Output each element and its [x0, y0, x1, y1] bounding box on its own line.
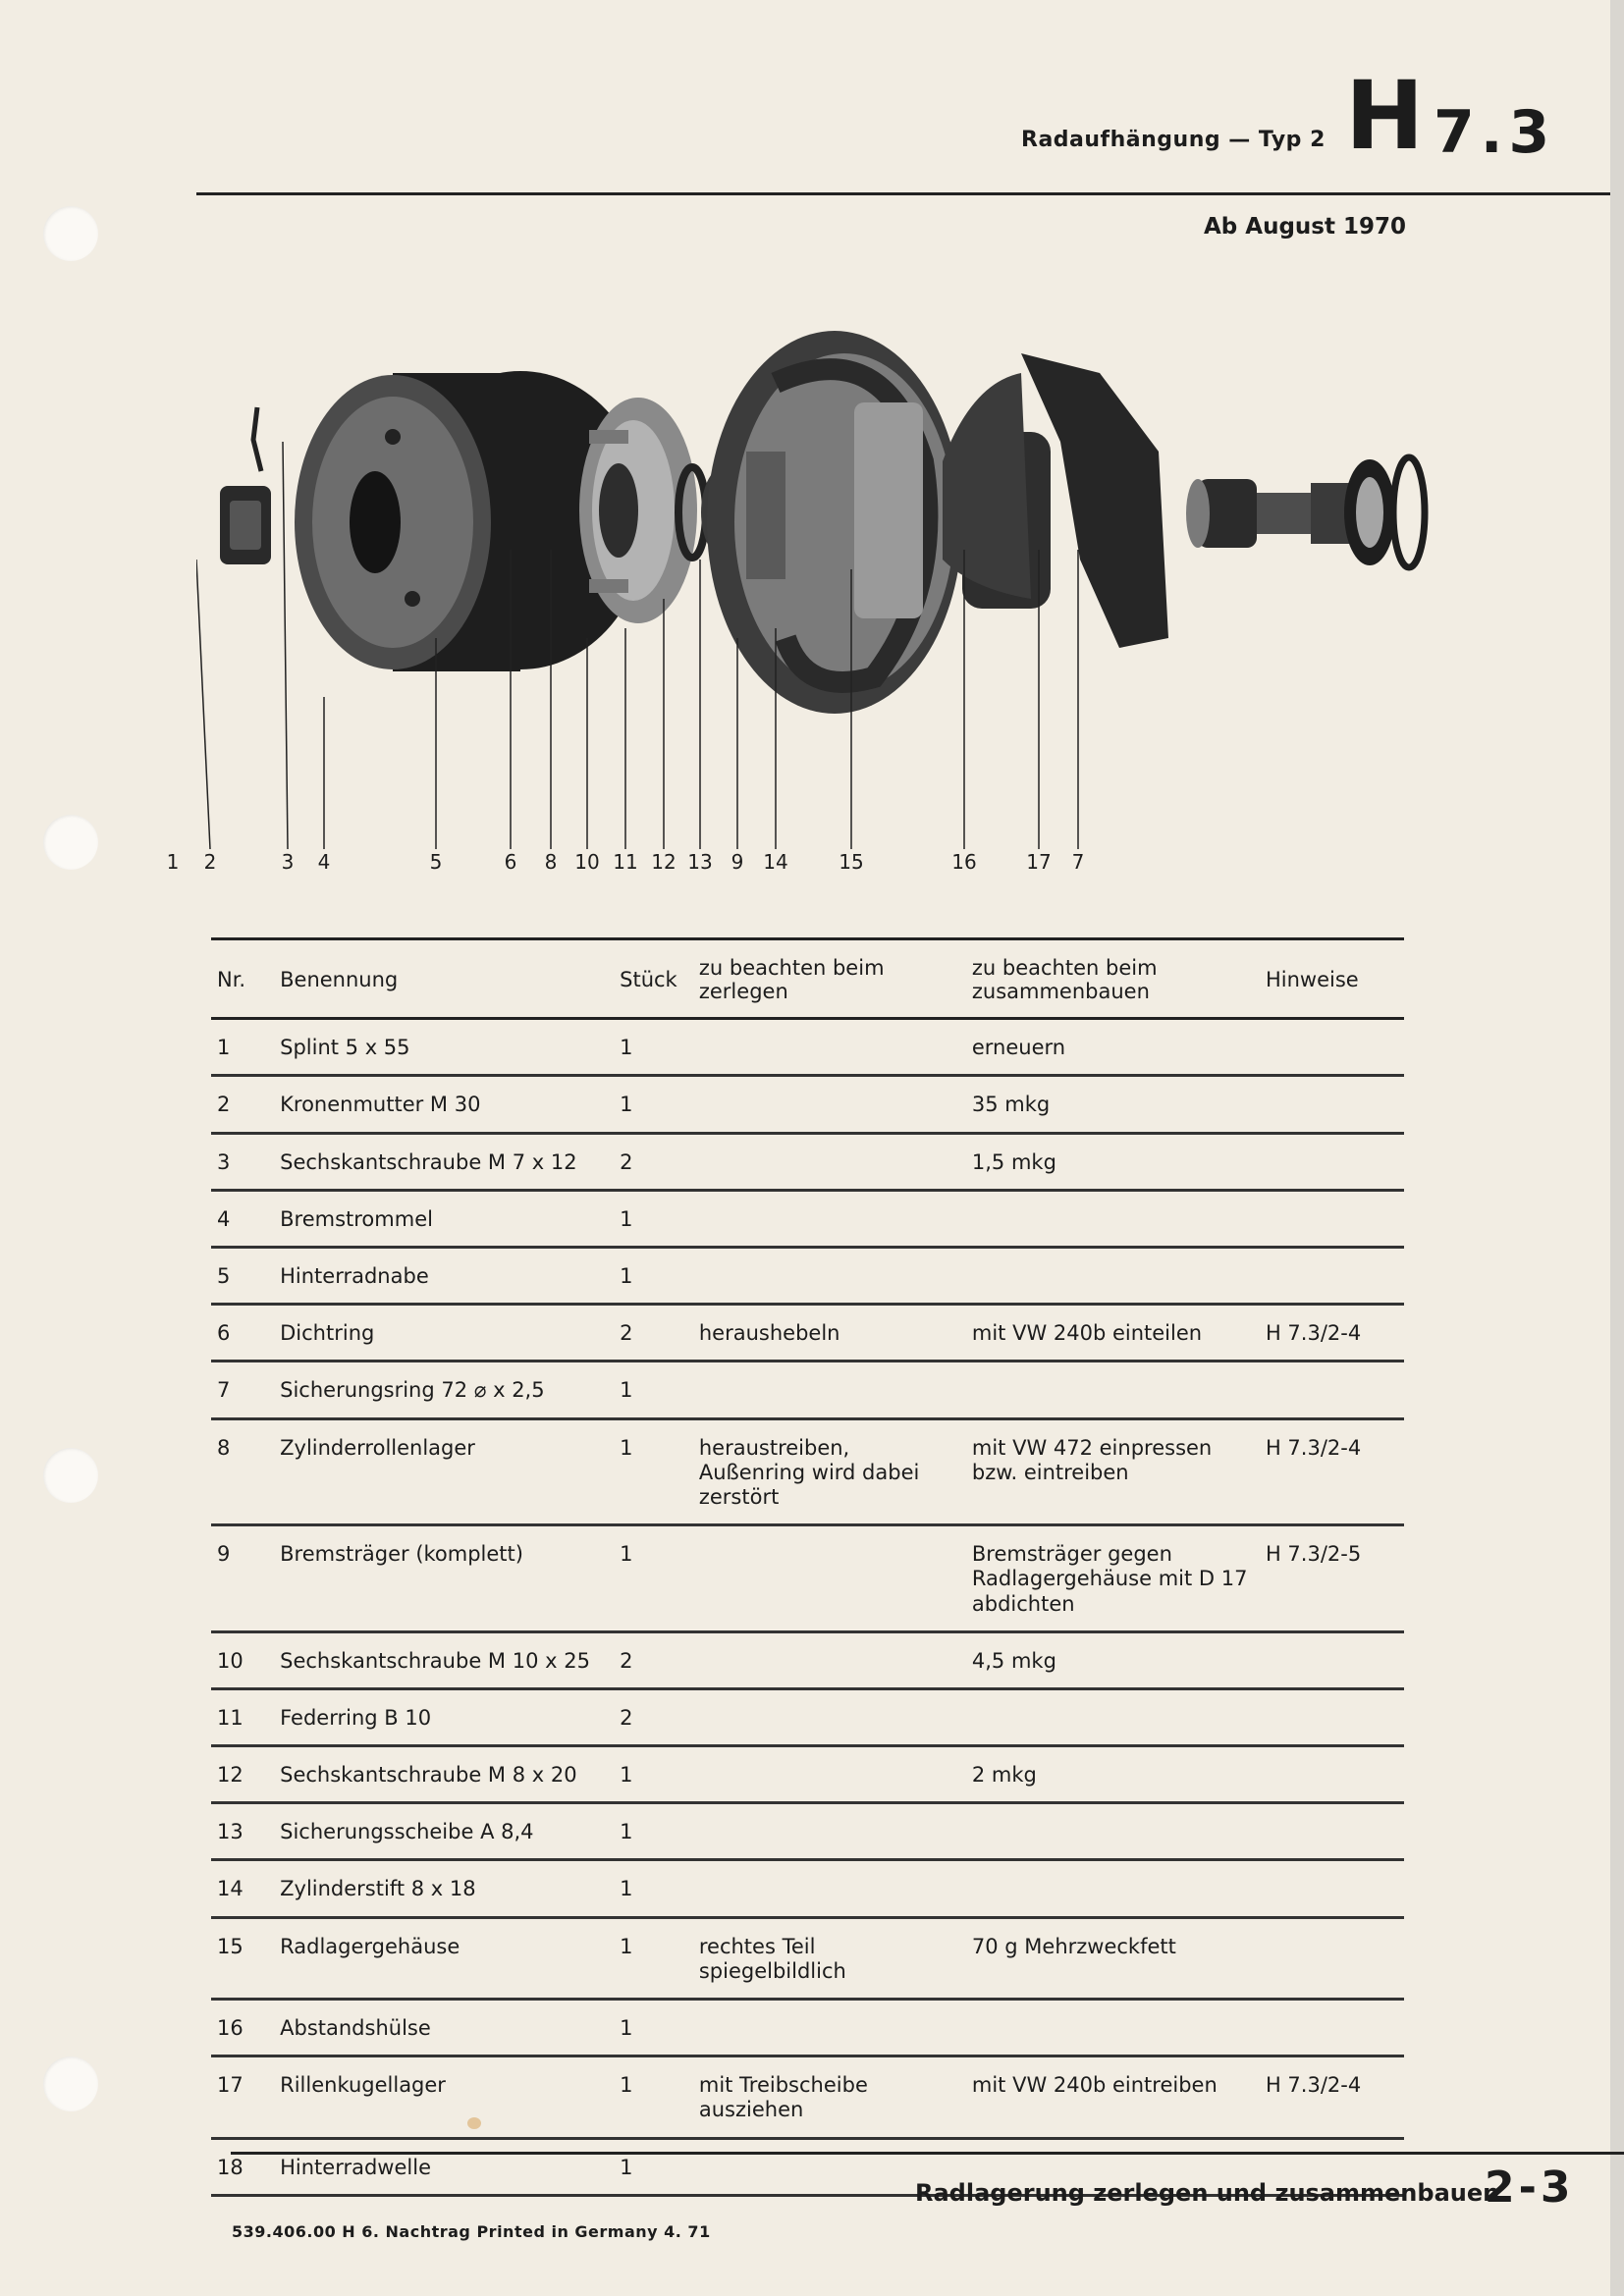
- cell-assembly: [966, 1803, 1260, 1860]
- cell-assembly: [966, 1860, 1260, 1917]
- exploded-view-illustration: [196, 265, 1624, 874]
- cell-qty: 1: [614, 1076, 693, 1133]
- castle-nut: [220, 486, 271, 564]
- cell-name: Bremsträger (komplett): [274, 1525, 614, 1632]
- cell-assembly: [966, 1248, 1260, 1305]
- callout-label: 7: [1071, 850, 1085, 874]
- cell-assembly: [966, 1688, 1260, 1745]
- cell-assembly: mit VW 472 einpressen bzw. eintreiben: [966, 1418, 1260, 1525]
- cell-nr: 4: [211, 1190, 274, 1247]
- punch-hole: [43, 206, 98, 261]
- cell-note: H 7.3/2-4: [1260, 2056, 1404, 2138]
- cell-note: [1260, 1248, 1404, 1305]
- table-row: [211, 1305, 1404, 1362]
- cell-qty: 2: [614, 1305, 693, 1362]
- table-row: [211, 1525, 1404, 1632]
- cell-qty: 1: [614, 2000, 693, 2056]
- cell-qty: 1: [614, 2056, 693, 2138]
- table-row: [211, 2056, 1404, 2138]
- cell-name: Sechskantschraube M 8 x 20: [274, 1746, 614, 1803]
- cell-nr: 16: [211, 2000, 274, 2056]
- footer-meta: 539.406.00 H 6. Nachtrag Printed in Germany 4. 71: [232, 2222, 711, 2241]
- cell-assembly: mit VW 240b einteilen: [966, 1305, 1260, 1362]
- cell-nr: 13: [211, 1803, 274, 1860]
- cell-qty: 1: [614, 1803, 693, 1860]
- table-row: [211, 1019, 1404, 1076]
- callout-label: 3: [281, 850, 295, 874]
- cell-assembly: 4,5 mkg: [966, 1631, 1260, 1688]
- table-row: [211, 1190, 1404, 1247]
- cell-note: [1260, 1631, 1404, 1688]
- cell-nr: 17: [211, 2056, 274, 2138]
- header-zusammenbauen: zu beachten beim zusammenbauen: [966, 939, 1260, 1019]
- cell-nr: 1: [211, 1019, 274, 1076]
- cell-disassembly: [693, 1803, 966, 1860]
- cell-nr: 7: [211, 1362, 274, 1418]
- cell-qty: 1: [614, 1190, 693, 1247]
- punch-hole: [43, 1448, 98, 1503]
- callout-label: 9: [731, 850, 744, 874]
- cell-disassembly: [693, 1688, 966, 1745]
- cell-name: Dichtring: [274, 1305, 614, 1362]
- cell-disassembly: [693, 1190, 966, 1247]
- cell-disassembly: [693, 2000, 966, 2056]
- punch-hole: [43, 815, 98, 870]
- callout-label: 12: [651, 850, 677, 874]
- rear-axle-shaft: [1257, 483, 1350, 544]
- cell-nr: 9: [211, 1525, 274, 1632]
- callout-label: 8: [544, 850, 558, 874]
- cell-disassembly: heraustreiben, Außenring wird dabei zerstört: [693, 1418, 966, 1525]
- cell-note: [1260, 1917, 1404, 1999]
- cell-name: Zylinderrollenlager: [274, 1418, 614, 1525]
- cell-qty: 1: [614, 2138, 693, 2195]
- cell-name: Hinterradwelle: [274, 2138, 614, 2195]
- cell-nr: 8: [211, 1418, 274, 1525]
- punch-hole: [43, 2056, 98, 2111]
- cell-note: H 7.3/2-4: [1260, 1418, 1404, 1525]
- cell-qty: 2: [614, 1133, 693, 1190]
- cell-disassembly: [693, 1746, 966, 1803]
- cell-assembly: 1,5 mkg: [966, 1133, 1260, 1190]
- spacer-sleeve: [1186, 479, 1257, 548]
- cell-disassembly: [693, 1362, 966, 1418]
- parts-table: [211, 937, 1404, 2197]
- cell-qty: 1: [614, 1418, 693, 1525]
- callout-label: 15: [839, 850, 864, 874]
- cell-qty: 1: [614, 1525, 693, 1632]
- section-title: Radaufhängung — Typ 2: [1021, 128, 1326, 152]
- bearing-housing: [943, 353, 1168, 648]
- cell-disassembly: [693, 1525, 966, 1632]
- cell-name: Bremstrommel: [274, 1190, 614, 1247]
- cell-disassembly: [693, 1076, 966, 1133]
- header-zerlegen: zu beachten beim zerlegen: [693, 939, 966, 1019]
- cell-qty: 2: [614, 1631, 693, 1688]
- cell-note: H 7.3/2-4: [1260, 1305, 1404, 1362]
- callout-label: 17: [1026, 850, 1052, 874]
- exploded-view-figure: [196, 265, 1624, 874]
- section-code-number: 7.3: [1434, 98, 1556, 167]
- cell-qty: 1: [614, 1746, 693, 1803]
- cell-note: [1260, 1133, 1404, 1190]
- cell-assembly: 70 g Mehrzweckfett: [966, 1917, 1260, 1999]
- cell-name: Sicherungsring 72 ⌀ x 2,5: [274, 1362, 614, 1418]
- cell-qty: 1: [614, 1019, 693, 1076]
- cell-name: Sechskantschraube M 10 x 25: [274, 1631, 614, 1688]
- callout-label: 11: [613, 850, 638, 874]
- table-row: [211, 2000, 1404, 2056]
- cell-note: [1260, 1076, 1404, 1133]
- table-row: [211, 1803, 1404, 1860]
- header-hinweise: Hinweise: [1260, 939, 1404, 1019]
- cell-note: [1260, 1803, 1404, 1860]
- cell-qty: 1: [614, 1362, 693, 1418]
- table-row: [211, 1076, 1404, 1133]
- page-number: 2-3: [1485, 2163, 1575, 2213]
- callout-label: 5: [429, 850, 443, 874]
- cell-qty: 2: [614, 1688, 693, 1745]
- cell-name: Sechskantschraube M 7 x 12: [274, 1133, 614, 1190]
- cell-assembly: [966, 1362, 1260, 1418]
- cell-name: Rillenkugellager: [274, 2056, 614, 2138]
- callout-label: 2: [203, 850, 217, 874]
- callout-label: 4: [317, 850, 331, 874]
- callout-label: 6: [504, 850, 517, 874]
- cell-qty: 1: [614, 1860, 693, 1917]
- section-code-letter: H: [1345, 61, 1425, 171]
- cell-note: [1260, 1019, 1404, 1076]
- cell-name: Sicherungsscheibe A 8,4: [274, 1803, 614, 1860]
- cell-note: [1260, 1190, 1404, 1247]
- cell-name: Federring B 10: [274, 1688, 614, 1745]
- cell-nr: 2: [211, 1076, 274, 1133]
- circlip: [1393, 457, 1425, 567]
- cell-disassembly: mit Treibscheibe ausziehen: [693, 2056, 966, 2138]
- cell-name: Radlagergehäuse: [274, 1917, 614, 1999]
- cell-nr: 18: [211, 2138, 274, 2195]
- cell-nr: 11: [211, 1688, 274, 1745]
- footer-rule: [231, 2152, 1624, 2155]
- cell-name: Hinterradnabe: [274, 1248, 614, 1305]
- valid-from-label: Ab August 1970: [1204, 214, 1406, 240]
- table-row: [211, 1746, 1404, 1803]
- callout-label: 16: [951, 850, 977, 874]
- cell-note: [1260, 1860, 1404, 1917]
- cell-disassembly: [693, 1133, 966, 1190]
- table-row: [211, 1362, 1404, 1418]
- cell-name: Zylinderstift 8 x 18: [274, 1860, 614, 1917]
- callout-label: 14: [763, 850, 788, 874]
- cell-note: [1260, 1746, 1404, 1803]
- cell-name: Abstandshülse: [274, 2000, 614, 2056]
- cell-nr: 14: [211, 1860, 274, 1917]
- table-row: [211, 1860, 1404, 1917]
- cell-note: [1260, 2000, 1404, 2056]
- cell-assembly: Bremsträger gegen Radlagergehäuse mit D 17 abdichten: [966, 1525, 1260, 1632]
- header-rule: [196, 192, 1610, 195]
- parts-table-header: [211, 939, 1404, 1019]
- paper-stain: [467, 2117, 481, 2129]
- cell-name: Kronenmutter M 30: [274, 1076, 614, 1133]
- cell-disassembly: [693, 1631, 966, 1688]
- split-pin: [253, 407, 261, 471]
- footer-title: Radlagerung zerlegen und zusammenbauen: [915, 2179, 1500, 2207]
- cell-assembly: 2 mkg: [966, 1746, 1260, 1803]
- cell-assembly: [966, 2000, 1260, 2056]
- cell-note: H 7.3/2-5: [1260, 1525, 1404, 1632]
- cell-disassembly: [693, 1248, 966, 1305]
- cell-disassembly: heraushebeln: [693, 1305, 966, 1362]
- callout-label: 10: [574, 850, 600, 874]
- cell-disassembly: rechtes Teil spiegelbildlich: [693, 1917, 966, 1999]
- callout-label: 1: [166, 850, 180, 874]
- cell-assembly: mit VW 240b eintreiben: [966, 2056, 1260, 2138]
- ball-bearing: [1344, 459, 1395, 565]
- cell-assembly: 35 mkg: [966, 1076, 1260, 1133]
- cell-assembly: erneuern: [966, 1019, 1260, 1076]
- cell-nr: 12: [211, 1746, 274, 1803]
- table-row: [211, 1631, 1404, 1688]
- brake-backing-plate: [707, 331, 962, 714]
- cell-note: [1260, 1362, 1404, 1418]
- cell-assembly: [966, 1190, 1260, 1247]
- cell-nr: 10: [211, 1631, 274, 1688]
- cell-disassembly: [693, 1860, 966, 1917]
- callout-label: 13: [687, 850, 713, 874]
- cell-qty: 1: [614, 1248, 693, 1305]
- table-row: [211, 1418, 1404, 1525]
- cell-name: Splint 5 x 55: [274, 1019, 614, 1076]
- table-row: [211, 1917, 1404, 1999]
- cell-nr: 6: [211, 1305, 274, 1362]
- cell-disassembly: [693, 1019, 966, 1076]
- cell-qty: 1: [614, 1917, 693, 1999]
- table-row: [211, 1133, 1404, 1190]
- header-nr: Nr.: [211, 939, 274, 1019]
- table-row: [211, 1248, 1404, 1305]
- cell-nr: 3: [211, 1133, 274, 1190]
- table-row: [211, 1688, 1404, 1745]
- cell-note: [1260, 1688, 1404, 1745]
- cell-nr: 15: [211, 1917, 274, 1999]
- header-benennung: Benennung: [274, 939, 614, 1019]
- cell-nr: 5: [211, 1248, 274, 1305]
- header-stueck: Stück: [614, 939, 693, 1019]
